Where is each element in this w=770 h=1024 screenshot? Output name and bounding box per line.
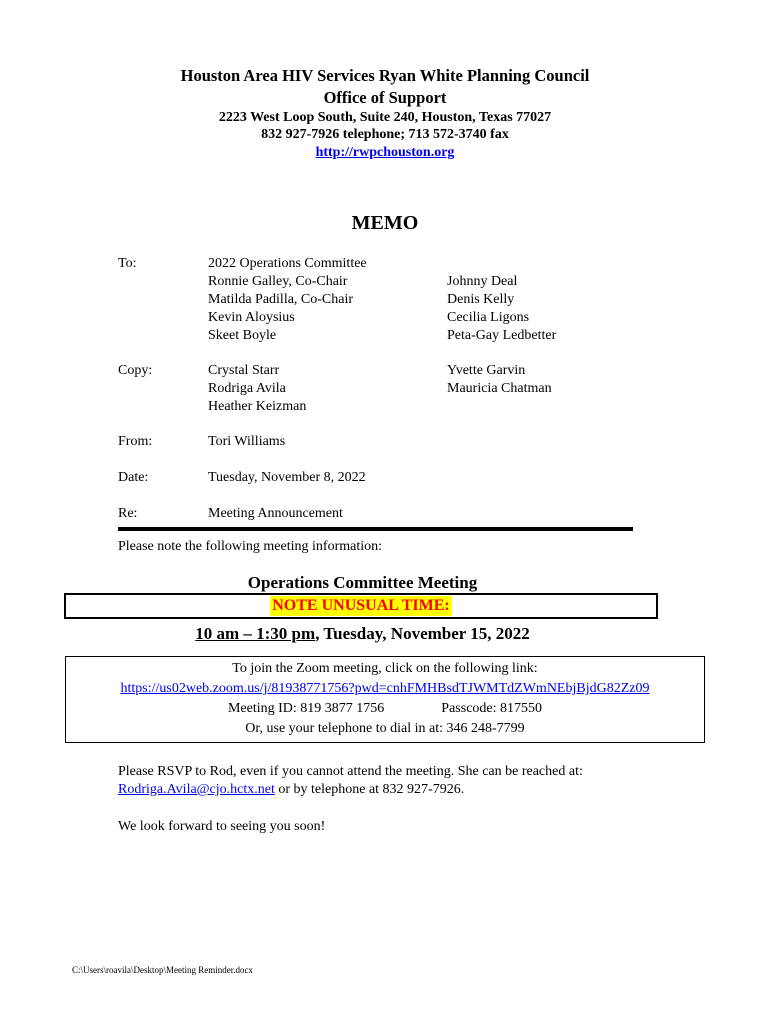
unusual-time-notice: NOTE UNUSUAL TIME: (272, 597, 450, 614)
intro-text: Please note the following meeting information: (118, 539, 382, 554)
date-label: Date: (118, 470, 149, 485)
re-label: Re: (118, 506, 138, 521)
copy-recipients-col2 (447, 362, 552, 398)
recipient: Rodriga Avila (208, 381, 286, 396)
from-value: Tori Williams (208, 434, 286, 449)
recipient: Peta-Gay Ledbetter (447, 328, 557, 343)
re-value: Meeting Announcement (208, 506, 343, 521)
zoom-link[interactable]: https://us02web.zoom.us/j/81938771756?pwd=cnhFMHBsdTJWMTdZWmNEbjBjdG82Zz09 (120, 681, 650, 696)
to-recipients-col1 (208, 255, 367, 345)
meeting-title: Operations Committee Meeting (247, 573, 478, 592)
phone-fax: 832 927-7926 telephone; 713 572-3740 fax (261, 127, 509, 142)
unusual-time-box (64, 593, 658, 619)
recipient: Skeet Boyle (208, 328, 277, 343)
org-name: Houston Area HIV Services Ryan White Planning Council (180, 66, 590, 85)
recipient: Denis Kelly (447, 292, 515, 307)
date-value: Tuesday, November 8, 2022 (208, 470, 366, 485)
website-link[interactable]: http://rwpchouston.org (315, 145, 455, 160)
rsvp-line2 (118, 781, 464, 799)
recipient: Matilda Padilla, Co-Chair (208, 292, 354, 307)
rsvp-line1: Please RSVP to Rod, even if you cannot attend the meeting. She can be reached at: (118, 764, 583, 779)
zoom-meeting-id: Meeting ID: 819 3877 1756 (227, 701, 385, 716)
recipient: Crystal Starr (208, 363, 280, 378)
recipient: Ronnie Galley, Co-Chair (208, 274, 348, 289)
meeting-datetime (0, 624, 725, 644)
recipient: Johnny Deal (447, 274, 518, 289)
address: 2223 West Loop South, Suite 240, Houston, Texas 77027 (218, 110, 552, 125)
memo-title: MEMO (351, 212, 419, 234)
zoom-intro: To join the Zoom meeting, click on the following link: (232, 661, 538, 676)
meeting-date: , Tuesday, November 15, 2022 (315, 624, 530, 643)
office-name: Office of Support (323, 88, 447, 107)
meeting-time: 10 am – 1:30 pm (195, 624, 316, 643)
recipient: Mauricia Chatman (447, 381, 552, 396)
rsvp-phone: or by telephone at 832 927-7926. (274, 782, 465, 797)
zoom-passcode: Passcode: 817550 (441, 701, 543, 716)
footer-file-path: C:\Users\roavila\Desktop\Meeting Reminder.docx (72, 965, 253, 975)
to-recipients-col2 (447, 273, 556, 345)
zoom-dial: Or, use your telephone to dial in at: 346 248-7799 (245, 721, 525, 736)
copy-label: Copy: (118, 363, 153, 378)
recipient: Cecilia Ligons (447, 310, 530, 325)
zoom-info-box (65, 656, 705, 743)
to-label: To: (118, 256, 137, 271)
zoom-id-row (66, 699, 704, 719)
recipient: Yvette Garvin (447, 363, 526, 378)
recipient: Heather Keizman (208, 399, 307, 414)
rsvp-email-link[interactable]: Rodriga.Avila@cjo.hctx.net (118, 782, 275, 797)
recipient: Kevin Aloysius (208, 310, 295, 325)
closing-text: We look forward to seeing you soon! (118, 819, 326, 834)
separator-rule (118, 527, 633, 531)
recipient: 2022 Operations Committee (208, 256, 367, 271)
from-label: From: (118, 434, 153, 449)
copy-recipients-col1 (208, 362, 306, 416)
